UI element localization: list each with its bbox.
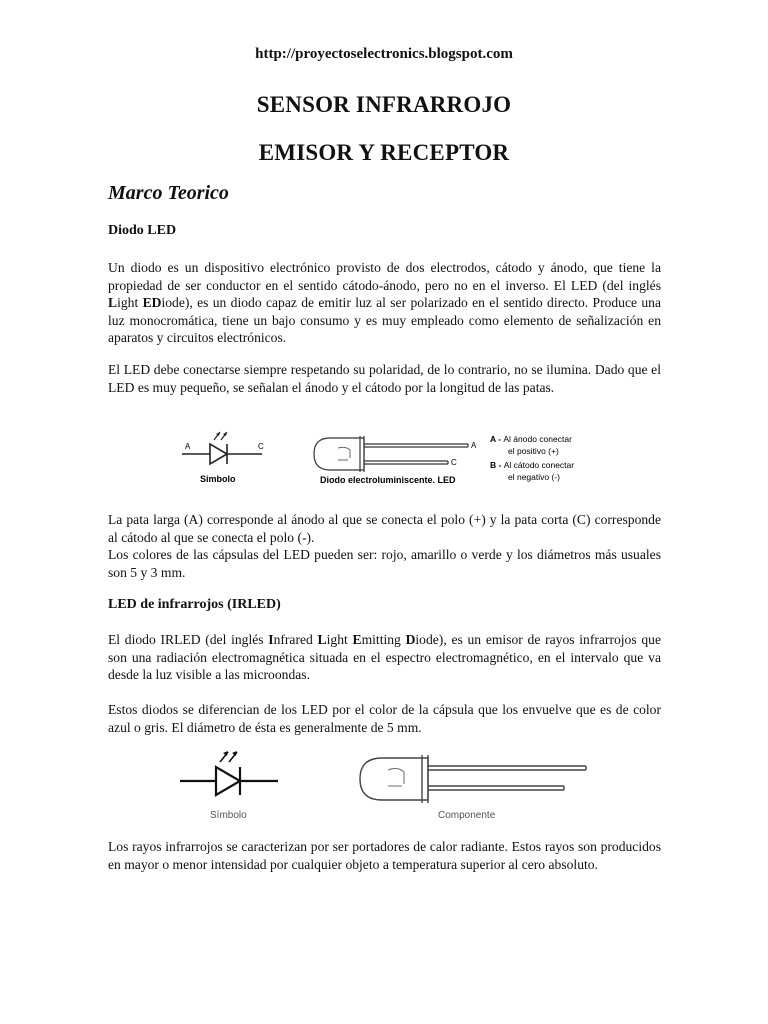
irled-component-figure — [352, 748, 592, 824]
irled-p1-text-mitting: mitting — [361, 632, 406, 647]
irled-p1-text-b: iode), es un emisor de rayos infrarrojos que son una radiación electromagnética situada en el espectro electromagnético, en el intervalo que va desde la luz visible a las microondas. — [108, 632, 661, 682]
led-pin-legend — [490, 432, 600, 486]
irled-paragraph-3: Los rayos infrarrojos se caracterizan por ser portadores de calor radiante. Estos rayos son producidos en mayor o menor intensidad por cualquier objeto a temperatura superior al cero absoluto. — [108, 839, 661, 872]
irled-p1-bold-i: I — [268, 632, 274, 647]
led-heading: Diodo LED — [108, 223, 177, 238]
led-p1-text-b: iode), es un diodo capaz de emitir luz al ser polarizado en el sentido directo. Produce una luz monocromática, tiene un bajo consumo y es muy empleado como elemento de señalización en aparatos y circuitos electrónicos. — [108, 295, 662, 345]
section-heading: Marco Teorico — [108, 182, 229, 204]
irled-symbol-caption: Símbolo — [210, 810, 247, 821]
pin-c-label: C — [258, 442, 264, 451]
irled-p1-bold-l: L — [317, 632, 327, 647]
legend-b-key: B - — [490, 460, 504, 470]
led-symbol-figure — [180, 428, 270, 488]
legend-a-line-2: el positivo (+) — [508, 446, 559, 456]
legend-b-line-1: Al cátodo conectar — [503, 460, 575, 470]
title-line-1: SENSOR INFRARROJO — [256, 92, 512, 117]
source-url[interactable]: http://proyectoselectronics.blogspot.com — [255, 46, 513, 62]
led-paragraph-3: La pata larga (A) corresponde al ánodo al que se conecta el polo (+) y la pata corta (C) corresponde al cátodo al que se conecta el polo (-). — [108, 512, 661, 545]
svg-text:A - Al ánodo conectar — [490, 434, 572, 444]
led-component-figure — [308, 428, 483, 490]
irled-p1-bold-d: D — [405, 632, 416, 647]
symbol-caption: Simbolo — [200, 474, 236, 484]
component-caption: Diodo electroluminiscente. LED — [320, 475, 456, 485]
legend-a-line-1: Al ánodo conectar — [503, 434, 572, 444]
irled-component-caption: Componente — [438, 810, 496, 821]
irled-heading: LED de infrarrojos (IRLED) — [108, 597, 281, 612]
legend-b-line-2: el negativo (-) — [508, 472, 560, 482]
pin-a-label: A — [185, 442, 191, 451]
component-pin-c: C — [451, 458, 457, 467]
led-paragraph-1 — [108, 259, 661, 347]
led-paragraph-4: Los colores de las cápsulas del LED pueden ser: rojo, amarillo o verde y los diámetros más usuales son 5 y 3 mm. — [108, 547, 661, 580]
led-p1-text-ight: ight — [117, 295, 143, 310]
led-p1-bold-l: L — [108, 295, 118, 310]
irled-p1-text-nfrared: nfrared — [273, 632, 318, 647]
irled-symbol-figure — [178, 746, 282, 826]
irled-p1-bold-e: E — [352, 632, 362, 647]
irled-paragraph-1 — [108, 631, 661, 684]
svg-text:B - Al cátodo conectar — [490, 460, 574, 470]
irled-paragraph-2: Estos diodos se diferencian de los LED por el color de la cápsula que los envuelve que es de color azul o gris. El diámetro de ésta es generalmente de 5 mm. — [108, 702, 661, 735]
title-line-2: EMISOR Y RECEPTOR — [258, 140, 510, 165]
legend-a-key: A - — [490, 434, 504, 444]
irled-p1-text-ight: ight — [326, 632, 353, 647]
led-p1-text-a: Un diodo es un dispositivo electrónico provisto de dos electrodos, cátodo y ánodo, que tiene la propiedad de ser conductor en el sentido cátodo-ánodo, pero no en el inverso. El LED (del inglés — [108, 260, 661, 293]
led-p1-bold-ed: ED — [142, 295, 162, 310]
led-paragraph-2: El LED debe conectarse siempre respetando su polaridad, de lo contrario, no se ilumina. Dado que el LED es muy pequeño, se señalan el ánodo y el cátodo por la longitud de las patas. — [108, 362, 661, 395]
irled-p1-text-a: El diodo IRLED (del inglés — [108, 632, 269, 647]
component-pin-a: A — [471, 441, 477, 450]
